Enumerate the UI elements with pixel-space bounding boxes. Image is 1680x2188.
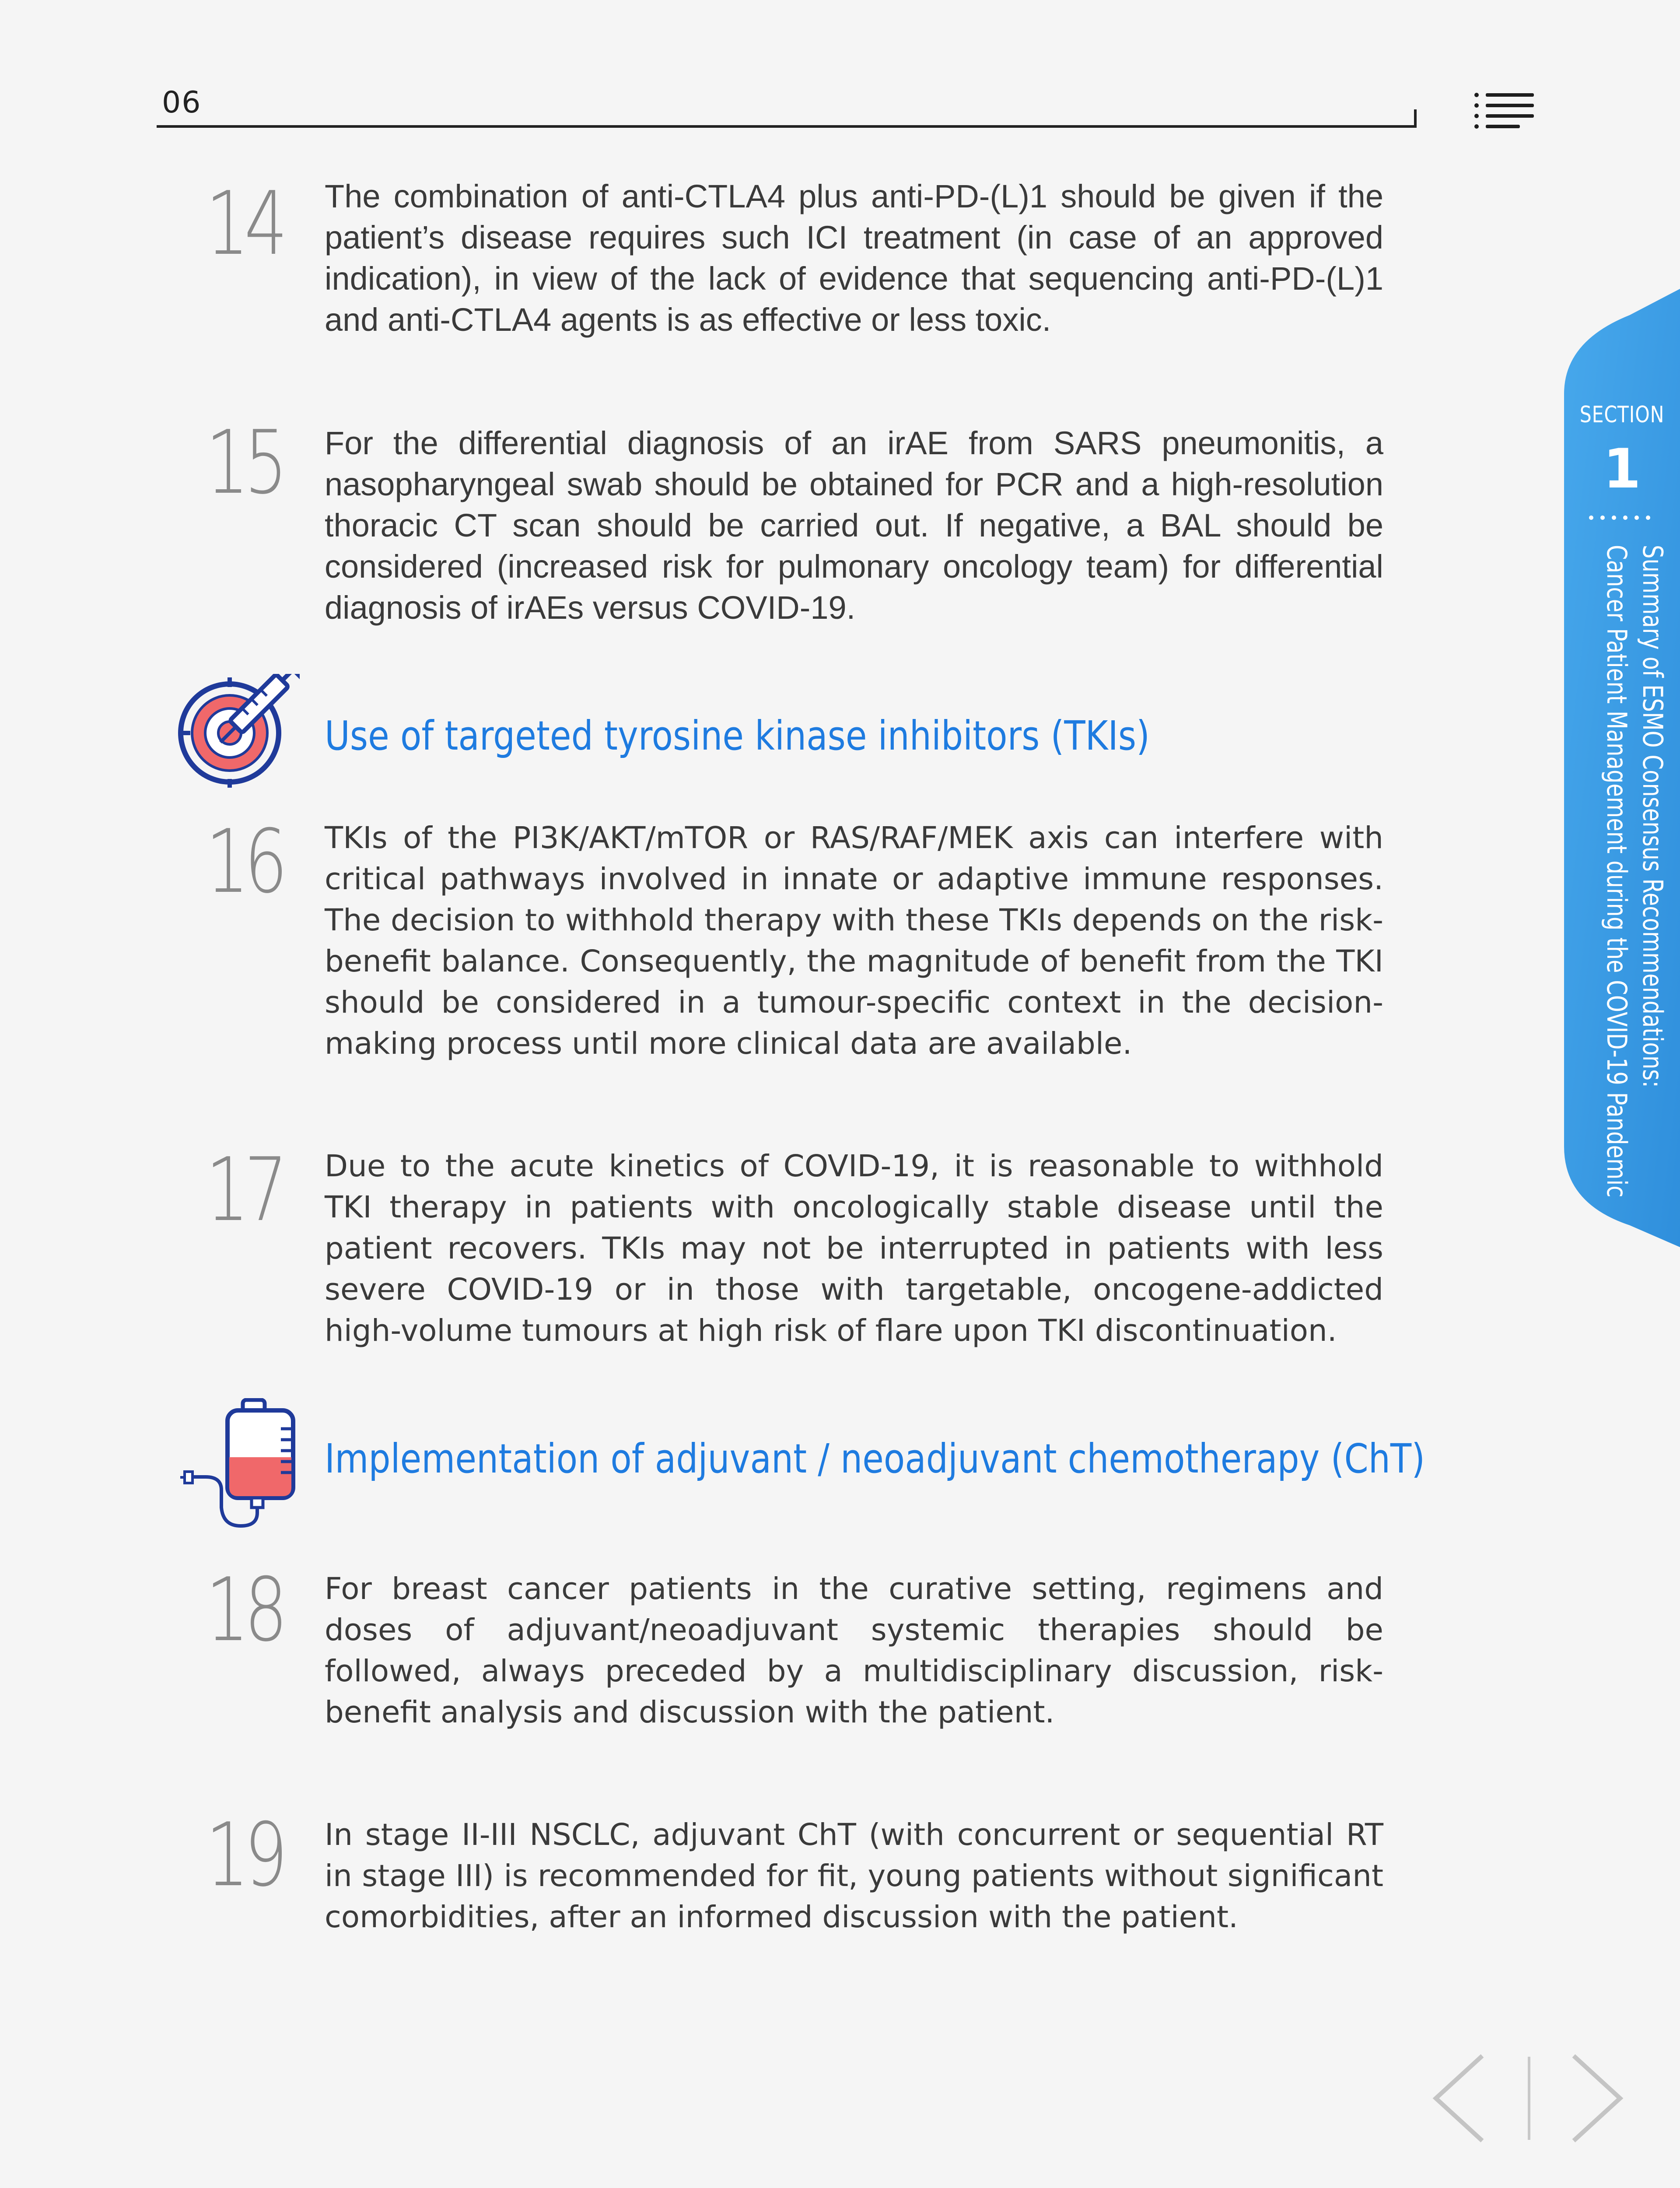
section-title-line-1: Summary of ESMO Consensus Recommendations: xyxy=(1637,545,1669,1088)
item-number-19: 19 xyxy=(206,1804,283,1906)
section-label: SECTION xyxy=(1579,402,1665,428)
item-text-16: TKIs of the PI3K/AKT/mTOR or RAS/RAF/MEK axis can interfere with critical pathways involved in innate or adaptive immune responses. The decision to withhold therapy with these TKIs depends on the risk-benefit balance. Consequently, the magnitude of benefit from the TKI should be considered in a tumour-specific context in the decision-making process until more clinical data are available. xyxy=(325,820,1383,1061)
header-rule xyxy=(157,125,1417,128)
item-number-16: 16 xyxy=(206,811,283,913)
section-title-line-2: Cancer Patient Management during the COVID-19 Pandemic xyxy=(1601,545,1633,1198)
section-title-vertical xyxy=(1583,545,1670,1201)
item-number-18: 18 xyxy=(206,1559,283,1661)
iv-bag-icon xyxy=(179,1398,298,1529)
heading-tkis: Use of targeted tyrosine kinase inhibitors (TKIs) xyxy=(325,712,1150,759)
chevron-right-icon[interactable] xyxy=(1568,2052,1625,2144)
item-text-18: For breast cancer patients in the curative setting, regimens and doses of adjuvant/neoadjuvant systemic therapies should be followed, always preceded by a multidisciplinary discussion, risk-benefit analysis and discussion with the patient. xyxy=(325,1571,1383,1730)
item-text-15: For the differential diagnosis of an irAE from SARS pneumonitis, a nasopharyngeal swab should be obtained for PCR and a high-resolution thoracic CT scan should be carried out. If negative, a BAL should be considered (increased risk for pulmonary oncology team) for differential diagnosis of irAEs versus COVID-19. xyxy=(325,425,1383,626)
item-text-17: Due to the acute kinetics of COVID-19, it is reasonable to withhold TKI therapy in patients with oncologically stable disease until the patient recovers. TKIs may not be interrupted in patients with less severe COVID-19 or in those with targetable, oncogene-addicted high-volume tumours at high risk of flare upon TKI discontinuation. xyxy=(325,1149,1383,1348)
item-number-14: 14 xyxy=(206,173,283,275)
nav-divider xyxy=(1528,2057,1530,2140)
section-divider-dots xyxy=(1589,514,1659,519)
item-number-15: 15 xyxy=(206,412,283,514)
section-number: 1 xyxy=(1603,438,1641,501)
header-rule-end xyxy=(1414,109,1417,128)
page-number: 06 xyxy=(162,85,202,120)
target-syringe-icon xyxy=(177,674,300,788)
item-number-17: 17 xyxy=(206,1139,283,1241)
menu-list-icon[interactable] xyxy=(1474,88,1536,127)
heading-chemotherapy: Implementation of adjuvant / neoadjuvant chemotherapy (ChT) xyxy=(325,1435,1425,1482)
item-text-14: The combination of anti-CTLA4 plus anti-PD-(L)1 should be given if the patient’s disease requires such ICI treatment (in case of an approved indication), in view of the lack of evidence that sequencing anti-PD-(L)1 and anti-CTLA4 agents is as effective or less toxic. xyxy=(325,178,1383,338)
chevron-left-icon[interactable] xyxy=(1431,2052,1488,2144)
item-text-19: In stage II-III NSCLC, adjuvant ChT (with concurrent or sequential RT in stage III) is recommended for fit, young patients without significant comorbidities, after an informed discussion with the patient. xyxy=(325,1817,1383,1935)
